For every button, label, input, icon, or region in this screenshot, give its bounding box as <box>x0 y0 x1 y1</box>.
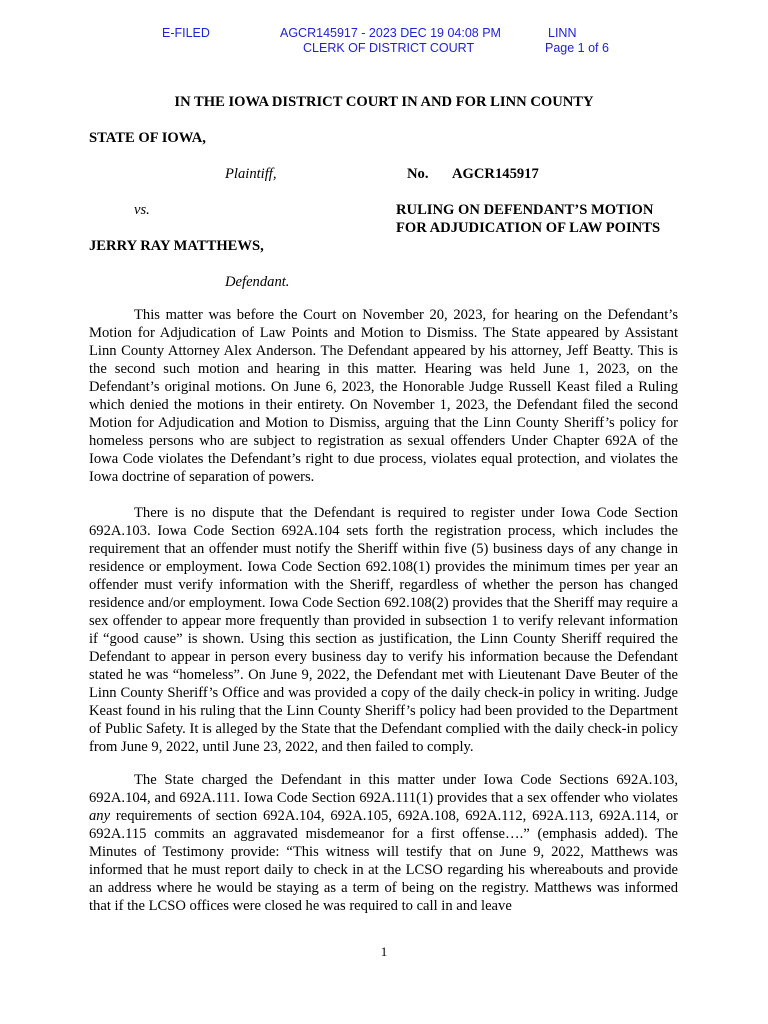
charges-text-before: The State charged the Defendant in this matter under Iowa Code Sections 692A.103, 692A.104, and 692A.111. Iowa Code Section 692A.111(1) provides that a sex offender who violates <box>89 772 678 806</box>
paragraph-charges <box>89 771 678 915</box>
ruling-title-line-2: FOR ADJUDICATION OF LAW POINTS <box>396 220 661 236</box>
case-timestamp-stamp: AGCR145917 - 2023 DEC 19 04:08 PM <box>280 26 501 40</box>
page-number: 1 <box>380 944 388 959</box>
charges-text-after: requirements of section 692A.104, 692A.105, 692A.108, 692A.112, 692A.113, 692A.114, or 692A.115 commits an aggravated misdemeanor for a first offense….” (emphasis added). The Minutes of Testimony provide: “This witness will testify that on June 9, 2022, Matthews was informed that he must report daily to check in at the LCSO regarding his whereabouts and provide an address where he would be staying as a term of being on the registry. Matthews was informed that if the LCSO offices were closed he was required to call in and leave <box>89 808 678 914</box>
defendant-role: Defendant. <box>225 274 290 290</box>
county-stamp: LINN <box>548 26 577 40</box>
paragraph-registration-requirements: There is no dispute that the Defendant is required to register under Iowa Code Section 692A.103. Iowa Code Section 692A.104 sets forth the registration process, which includes the requirement that an offender must notify the Sheriff within five (5) business days of any change in residence or employment. Iowa Code Section 692.108(1) provides the minimum times per year an offender must verify information with the Sheriff, regardless of whether the person has changed residence and/or employment. Iowa Code Section 692.108(2) provides that the Sheriff may require a sex offender to appear more frequently than provided in subsection 1 to verify relevant information if “good cause” is shown. Using this section as justification, the Linn County Sheriff required the Defendant to appear in person every business day to verify his information because the Defendant stated he was “homeless”. On June 9, 2022, the Defendant met with Lieutenant Dave Beuter of the Linn County Sheriff’s Office and was provided a copy of the daily check-in policy in writing. Judge Keast found in his ruling that the Linn County Sheriff’s policy had been provided to the Department of Public Safety. It is alleged by the State that the Defendant complied with the daily check-in policy from June 9, 2022, until June 23, 2022, and then failed to comply. <box>89 505 678 755</box>
plaintiff-name: STATE OF IOWA, <box>89 130 206 146</box>
ruling-title-line-1: RULING ON DEFENDANT’S MOTION <box>396 202 654 218</box>
efiled-stamp: E-FILED <box>162 26 210 40</box>
plaintiff-role: Plaintiff, <box>225 166 277 182</box>
versus-label: vs. <box>134 202 150 218</box>
case-number-label: No. <box>407 166 429 182</box>
defendant-name: JERRY RAY MATTHEWS, <box>89 238 264 254</box>
page-count-stamp: Page 1 of 6 <box>545 41 609 55</box>
emphasis-any: any <box>89 808 111 824</box>
case-number: AGCR145917 <box>452 166 539 182</box>
paragraph-hearing-background: This matter was before the Court on November 20, 2023, for hearing on the Defendant’s Motion for Adjudication of Law Points and Motion to Dismiss. The State appeared by Assistant Linn County Attorney Alex Anderson. The Defendant appeared by his attorney, Jeff Beatty. This is the second such motion and hearing in this matter. Hearing was held June 1, 2023, on the Defendant’s original motions. On June 6, 2023, the Honorable Judge Russell Keast filed a Ruling which denied the motions in their entirety. On November 1, 2023, the Defendant filed the second Motion for Adjudication and Motion to Dismiss, arguing that the Linn County Sheriff’s policy for homeless persons who are subject to registration as sexual offenders Under Chapter 692A of the Iowa Code violates the Defendant’s right to due process, violates equal protection, and violates the Iowa doctrine of separation of powers. <box>89 307 678 485</box>
court-heading: IN THE IOWA DISTRICT COURT IN AND FOR LINN COUNTY <box>174 94 594 110</box>
clerk-stamp: CLERK OF DISTRICT COURT <box>303 41 475 55</box>
